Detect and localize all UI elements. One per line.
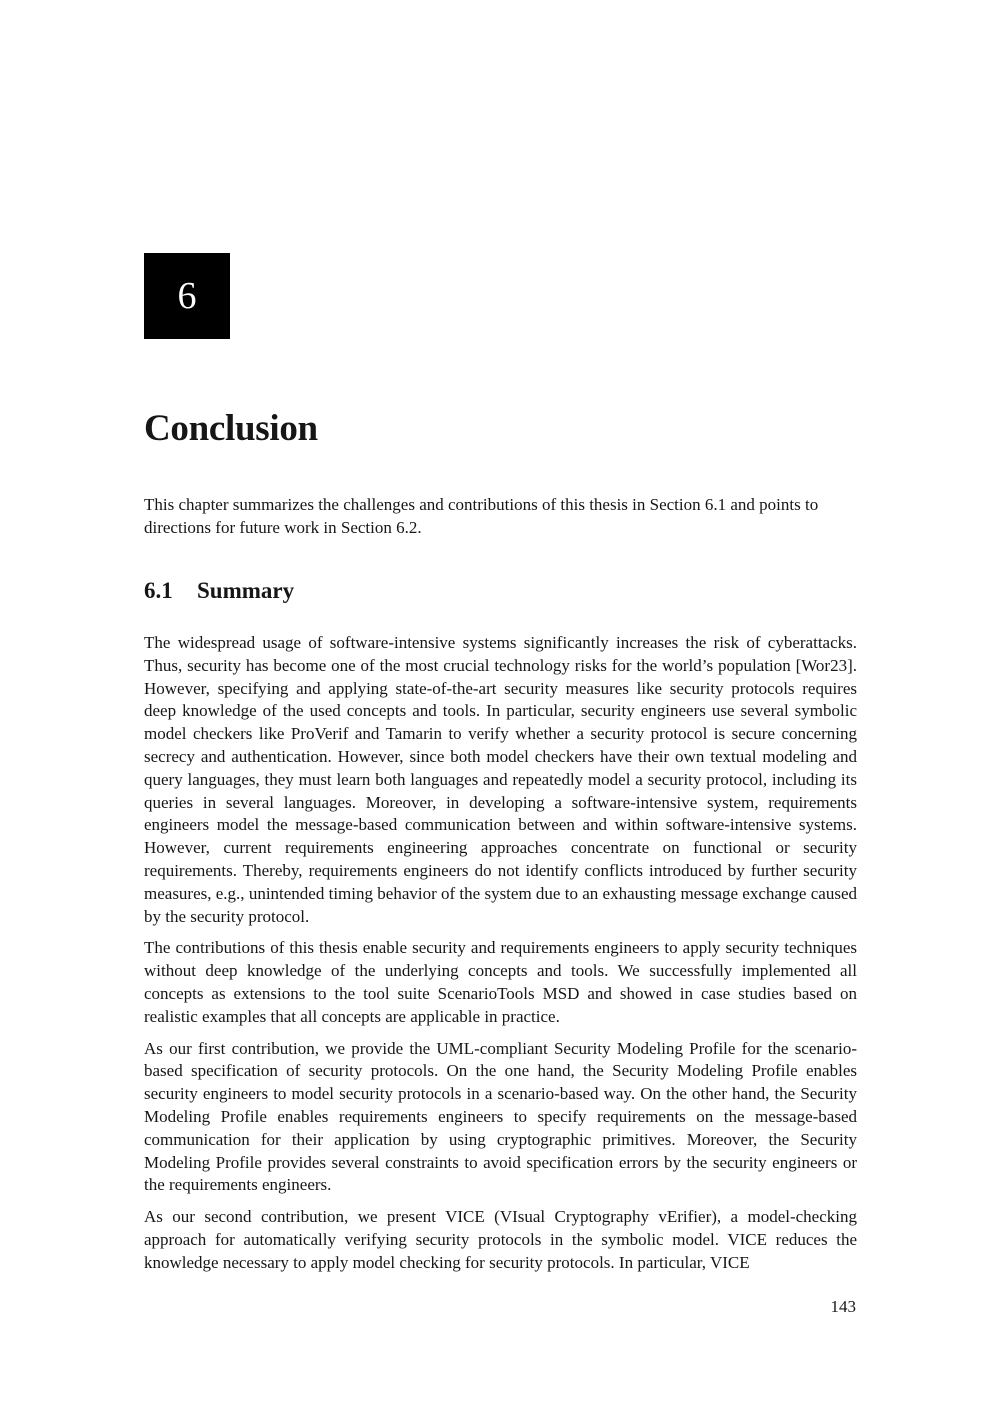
chapter-number: 6 [177,275,197,317]
section-title: Summary [197,578,295,603]
paragraph: The contributions of this thesis enable security and requirements engineers to apply security techniques without deep knowledge of the underlying concepts and tools. We successfully implemented all concepts as extensions to the tool suite ScenarioTools MSD and showed in case studies based on realistic examples that all concepts are applicable in practice. [144,938,857,1026]
section-body [144,632,857,1284]
section-number: 6.1 [144,578,173,603]
chapter-intro: This chapter summarizes the challenges and contributions of this thesis in Section 6.1 and points to directions for future work in Section 6.2. [144,495,819,537]
section-heading [144,578,294,604]
paragraph: As our first contribution, we provide the UML-compliant Security Modeling Profile for the scenario-based specification of security protocols. On the one hand, the Security Modeling Profile enables security engineers to model security protocols in a scenario-based way. On the other hand, the Security Modeling Profile enables requirements engineers to specify requirements on the message-based communication for their application by using cryptographic primitives. Moreover, the Security Modeling Profile provides several constraints to avoid specification errors by the security engineers or the requirements engineers. [144,1038,857,1195]
chapter-number-box [144,253,230,339]
paragraph: The widespread usage of software-intensive systems significantly increases the risk of cyberattacks. Thus, security has become one of the most crucial technology risks for the world’s population [Wor23]. However, specifying and applying state-of-the-art security measures like security protocols requires deep knowledge of the used concepts and tools. In particular, security engineers use several symbolic model checkers like ProVerif and Tamarin to verify whether a security protocol is secure concerning secrecy and authentication. However, since both model checkers have their own textual modeling and query languages, they must learn both languages and repeatedly model a security protocol, including its queries in several languages. Moreover, in developing a software-intensive system, requirements engineers model the message-based communication between and within software-intensive systems. However, current requirements engineering approaches concentrate on functional or security requirements. Thereby, requirements engineers do not identify conflicts introduced by further security measures, e.g., unintended timing behavior of the system due to an exhausting message exchange caused by the security protocol. [144,633,857,926]
chapter-title: Conclusion [144,408,318,449]
paragraph: As our second contribution, we present VICE (VIsual Cryptography vErifier), a model-checking approach for automatically verifying security protocols in the symbolic model. VICE reduces the knowledge necessary to apply model checking for security protocols. In particular, VICE [144,1207,857,1272]
page-number: 143 [830,1297,856,1316]
